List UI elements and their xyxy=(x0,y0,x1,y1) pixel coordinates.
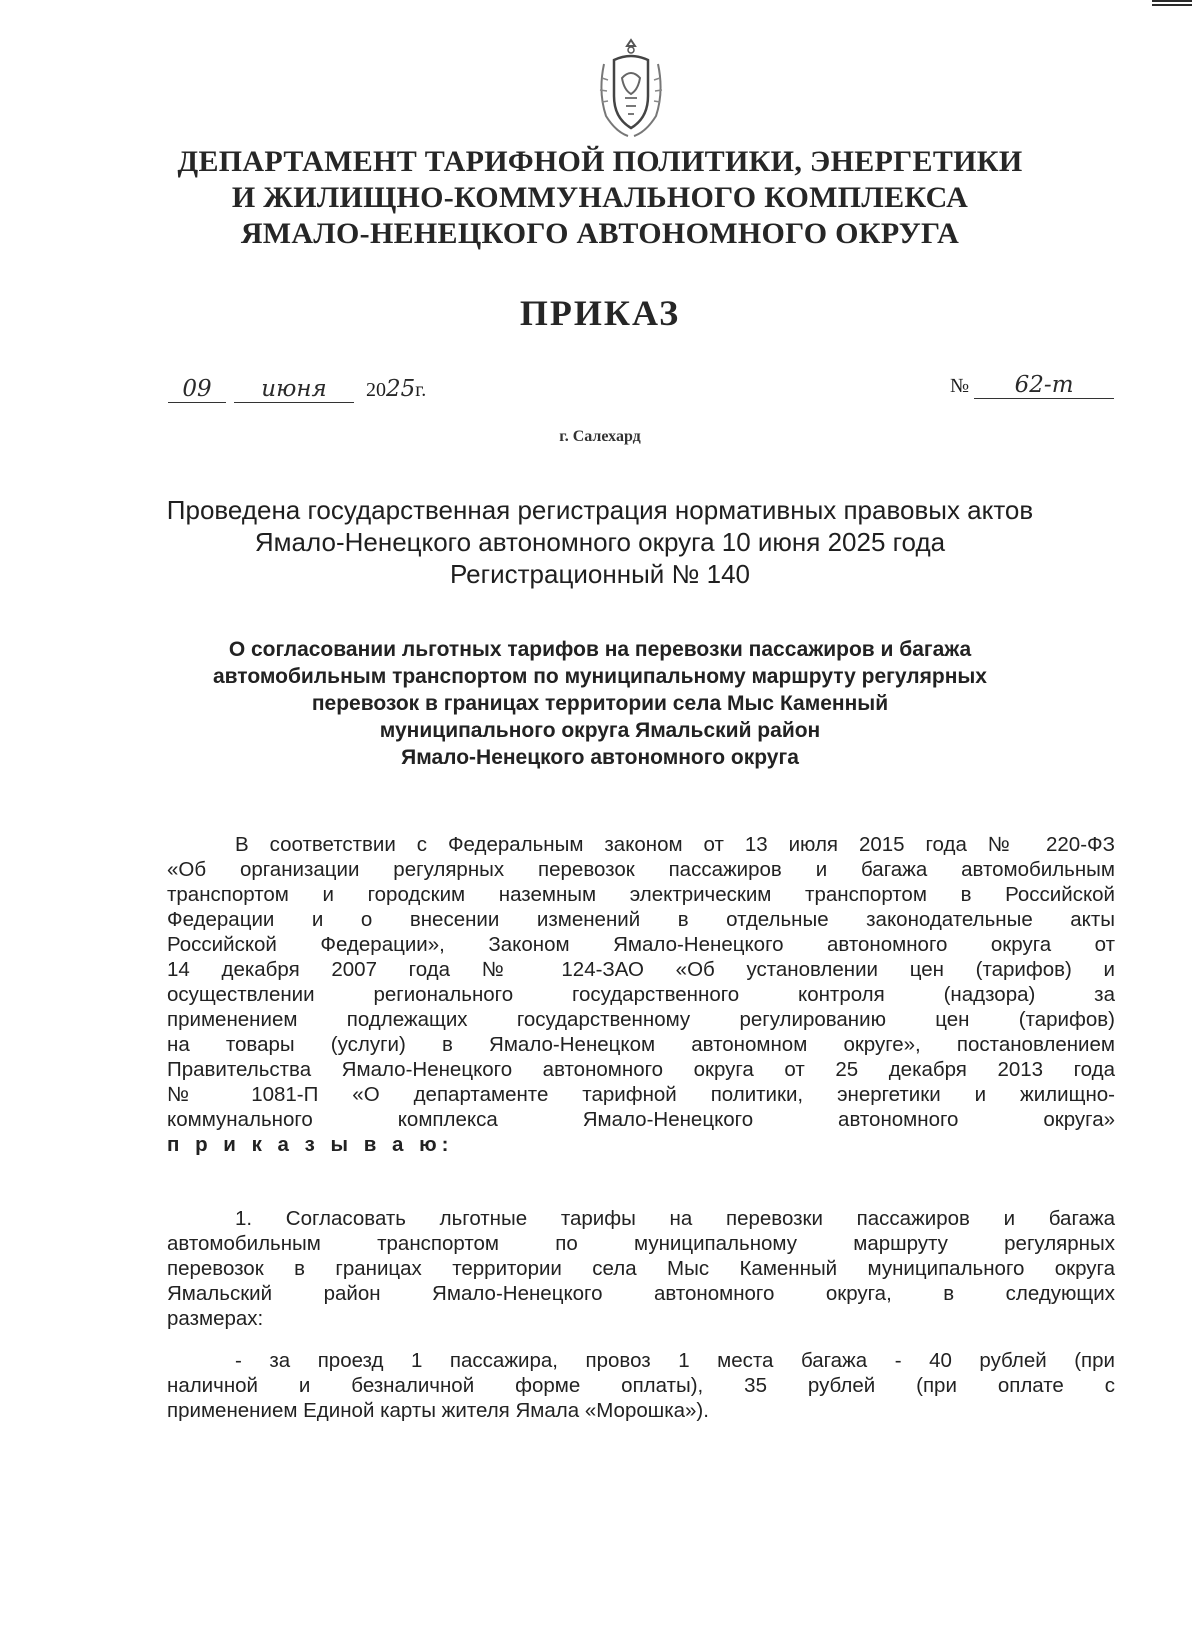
scan-corner-mark xyxy=(1152,0,1192,6)
body-line: перевозок в границах территории села Мыс Каменный муниципального округа xyxy=(167,1257,1115,1280)
order-subject xyxy=(140,636,1060,771)
subject-line: перевозок в границах территории села Мыс Каменный xyxy=(311,692,889,715)
department-line: ЯМАЛО-НЕНЕЦКОГО АВТОНОМНОГО ОКРУГА xyxy=(240,217,960,250)
subject-line: Ямало-Ненецкого автономного округа xyxy=(401,746,799,769)
preamble-paragraph xyxy=(167,832,1115,1157)
number-value: 62-т xyxy=(1014,372,1074,398)
body-line: № 1081-П «О департаменте тарифной политики, энергетики и жилищно- xyxy=(167,1083,1115,1106)
subject-line: О согласовании льготных тарифов на перевозки пассажиров и багажа xyxy=(228,638,972,661)
body-line: автомобильным транспортом по муниципальному маршруту регулярных xyxy=(167,1232,1115,1255)
item-1-paragraph xyxy=(167,1206,1115,1331)
date-month: июня xyxy=(261,376,327,402)
subject-line: автомобильным транспортом по муниципальному маршруту регулярных xyxy=(213,665,987,688)
body-line: Правительства Ямало-Ненецкого автономного округа от 25 декабря 2013 года xyxy=(167,1058,1115,1081)
city-name: г. Салехард xyxy=(559,428,641,445)
body-line: применением Единой карты жителя Ямала «Морошка»). xyxy=(167,1399,709,1422)
body-line: применением подлежащих государственному регулированию цен (тарифов) xyxy=(167,1008,1115,1031)
date-year-handwritten: 25 xyxy=(386,376,416,402)
body-line: 1. Согласовать льготные тарифы на перевозки пассажиров и багажа xyxy=(235,1207,1115,1230)
registration-line: Ямало-Ненецкого автономного округа 10 июня 2025 года xyxy=(254,527,946,557)
body-line: В соответствии с Федеральным законом от 13 июля 2015 года № 220-ФЗ xyxy=(235,833,1115,856)
document-type-title: ПРИКАЗ xyxy=(519,293,681,333)
body-line: Федерации и о внесении изменений в отдельные законодательные акты xyxy=(167,908,1115,931)
department-name xyxy=(60,144,1140,252)
body-line: транспортом и городским наземным электрическим транспортом в Российской xyxy=(167,883,1115,906)
date-day: 09 xyxy=(182,376,212,402)
body-line: - за проезд 1 пассажира, провоз 1 места багажа - 40 рублей (при xyxy=(235,1349,1115,1372)
number-label: № xyxy=(950,375,970,397)
order-command-word: п р и к а з ы в а ю: xyxy=(167,1133,454,1156)
body-line: Российской Федерации», Законом Ямало-Ненецкого автономного округа от xyxy=(167,933,1115,956)
body-line: размерах: xyxy=(167,1307,264,1330)
coat-of-arms-emblem xyxy=(592,38,670,138)
date-year-prefix: 20 xyxy=(366,379,386,401)
department-line: ДЕПАРТАМЕНТ ТАРИФНОЙ ПОЛИТИКИ, ЭНЕРГЕТИКИ xyxy=(177,145,1023,178)
tariff-paragraph xyxy=(167,1348,1115,1423)
order-number xyxy=(950,372,1114,399)
registration-line: Проведена государственная регистрация нормативных правовых актов xyxy=(166,495,1034,525)
registration-line: Регистрационный № 140 xyxy=(449,559,750,589)
registration-stamp xyxy=(60,494,1140,590)
body-line: на товары (услуги) в Ямало-Ненецком автономном округе», постановлением xyxy=(167,1033,1115,1056)
date-year-suffix: г. xyxy=(415,379,427,401)
subject-line: муниципального округа Ямальский район xyxy=(379,719,821,742)
body-line: Ямальский район Ямало-Ненецкого автономного округа, в следующих xyxy=(167,1282,1115,1305)
body-line: коммунального комплекса Ямало-Ненецкого автономного округа» xyxy=(167,1108,1115,1131)
body-line: 14 декабря 2007 года № 124-ЗАО «Об установлении цен (тарифов) и xyxy=(167,958,1115,981)
body-line: осуществлении регионального государственного контроля (надзора) за xyxy=(167,983,1115,1006)
department-line: И ЖИЛИЩНО-КОММУНАЛЬНОГО КОМПЛЕКСА xyxy=(231,181,969,214)
order-date xyxy=(168,376,426,403)
body-line: наличной и безналичной форме оплаты), 35 рублей (при оплате с xyxy=(167,1374,1115,1397)
body-line: «Об организации регулярных перевозок пассажиров и багажа автомобильным xyxy=(167,858,1115,881)
